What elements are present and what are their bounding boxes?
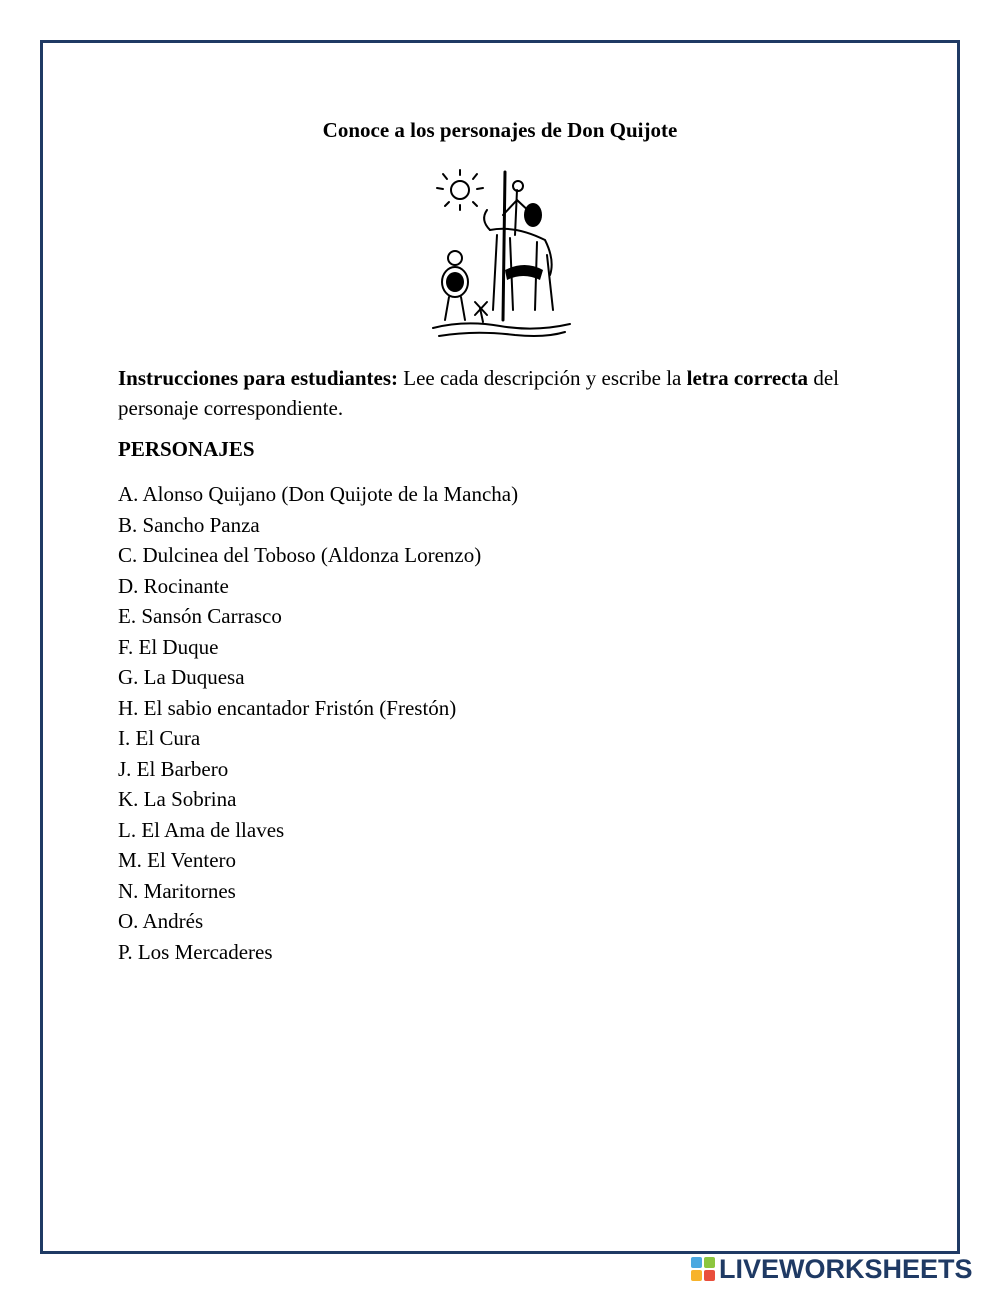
character-item-n: N. Maritornes xyxy=(118,878,236,903)
character-item-j: J. El Barbero xyxy=(118,756,229,781)
character-item-c: C. Dulcinea del Toboso (Aldonza Lorenzo) xyxy=(118,543,482,567)
character-item-f: F. El Duque xyxy=(118,634,219,659)
character-list xyxy=(118,479,518,967)
liveworksheets-logo-text: LIVEWORKSHEETS xyxy=(719,1253,973,1284)
character-item-d: D. Rocinante xyxy=(118,573,229,598)
instructions-label: Instrucciones para estudiantes: xyxy=(118,366,399,390)
character-item-o: O. Andrés xyxy=(118,909,204,933)
instructions-text-after: del personaje correspondiente. xyxy=(118,366,839,420)
instructions-emphasis: letra correcta xyxy=(686,366,809,390)
character-item-e: E. Sansón Carrasco xyxy=(118,604,282,628)
page-title: Conoce a los personajes de Don Quijote xyxy=(322,118,678,142)
character-item-i: I. El Cura xyxy=(118,726,201,750)
character-item-l: L. El Ama de llaves xyxy=(118,817,285,842)
instructions-paragraph xyxy=(118,363,898,423)
character-item-h: H. El sabio encantador Fristón (Frestón) xyxy=(118,695,457,720)
liveworksheets-logo[interactable] xyxy=(690,1253,973,1285)
instructions-text-before: Lee cada descripción y escribe la xyxy=(398,366,687,390)
character-item-g: G. La Duquesa xyxy=(118,665,245,689)
character-item-p: P. Los Mercaderes xyxy=(118,939,273,964)
character-item-a: A. Alonso Quijano (Don Quijote de la Mancha) xyxy=(118,482,519,506)
don-quijote-sketch-icon xyxy=(425,160,575,345)
character-item-b: B. Sancho Panza xyxy=(118,512,260,537)
section-heading: PERSONAJES xyxy=(118,437,255,461)
character-item-k: K. La Sobrina xyxy=(118,787,237,811)
liveworksheets-logo-icon xyxy=(690,1256,716,1282)
character-item-m: M. El Ventero xyxy=(118,848,237,872)
